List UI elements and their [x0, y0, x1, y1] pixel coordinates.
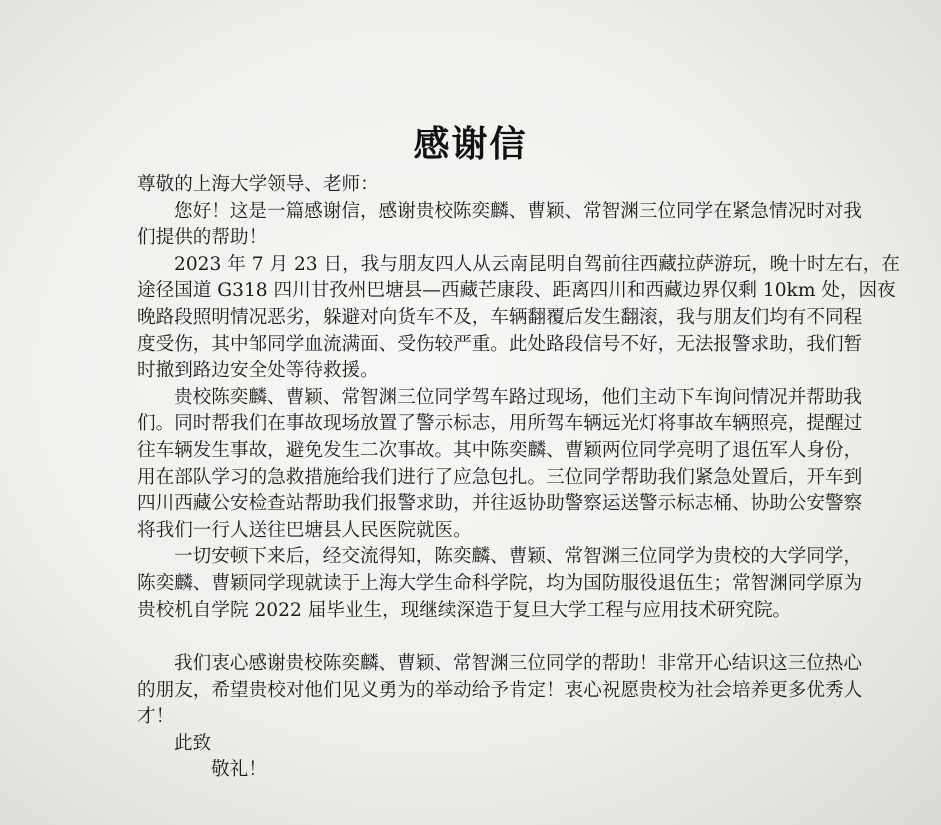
text-line: 们提供的帮助！	[137, 227, 268, 249]
text-line: 们。同时帮我们在事故现场放置了警示标志，用所驾车辆远光灯将事故车辆照亮，提醒过	[137, 413, 863, 435]
text-line: 贵校陈奕麟、曹颖、常智渊三位同学驾车路过现场，他们主动下车询问情况并帮助我	[174, 386, 862, 408]
text-line: 四川西藏公安检查站帮助我们报警求助，并往返协助警察运送警示标志桶、协助公安警察	[137, 493, 863, 515]
text-line: 度受伤，其中邹同学血流满面、受伤较严重。此处路段信号不好，无法报警求助，我们暂	[137, 333, 863, 355]
text-line: 陈奕麟、曹颖同学现就读于上海大学生命科学院，均为国防服役退伍生；常智渊同学原为	[137, 572, 863, 594]
text-line: 晚路段照明情况恶劣，躲避对向货车不及，车辆翻覆后发生翻滚，我与朋友们均有不同程	[137, 306, 863, 328]
paragraph-gap	[137, 624, 809, 651]
salutation: 尊敬的上海大学领导、老师：	[137, 174, 379, 195]
closing: 此致	[174, 732, 212, 754]
letter-title: 感谢信	[413, 124, 528, 165]
letter-body	[137, 172, 900, 784]
paragraph	[137, 385, 863, 545]
text-line: 往车辆发生事故，避免发生二次事故。其中陈奕麟、曹颖两位同学亮明了退伍军人身份，	[137, 439, 863, 461]
text-line: 才！	[137, 706, 175, 728]
paragraph	[137, 199, 862, 252]
paragraph	[137, 651, 863, 731]
text-line: 我们衷心感谢贵校陈奕麟、曹颖、常智渊三位同学的帮助！非常开心结识这三位热心	[174, 653, 862, 675]
text-line: 将我们一行人送往巴塘县人民医院就医。	[137, 519, 472, 541]
paragraph	[137, 252, 900, 385]
text-line: 贵校机自学院 2022 届毕业生，现继续深造于复旦大学工程与应用技术研究院。	[137, 599, 792, 621]
text-line: 您好！这是一篇感谢信，感谢贵校陈奕麟、曹颖、常智渊三位同学在紧急情况时对我	[174, 200, 862, 222]
paragraph	[137, 544, 863, 624]
text-line: 一切安顿下来后，经交流得知，陈奕麟、曹颖、常智渊三位同学为贵校的大学同学，	[174, 546, 862, 568]
text-line: 途径国道 G318 四川甘孜州巴塘县—西藏芒康段、距离四川和西藏边界仅剩 10km 处，因夜	[137, 280, 896, 302]
text-line: 时撤到路边安全处等待救援。	[137, 360, 379, 382]
regards: 敬礼！	[211, 759, 267, 781]
paragraphs	[137, 199, 900, 731]
text-line: 用在部队学习的急救措施给我们进行了应急包扎。三位同学帮助我们紧急处置后，开车到	[137, 466, 863, 488]
text-line: 的朋友，希望贵校对他们见义勇为的举动给予肯定！衷心祝愿贵校为社会培养更多优秀人	[137, 679, 863, 701]
text-line: 2023 年 7 月 23 日，我与朋友四人从云南昆明自驾前往西藏拉萨游玩，晚十时左右，在	[174, 253, 900, 275]
